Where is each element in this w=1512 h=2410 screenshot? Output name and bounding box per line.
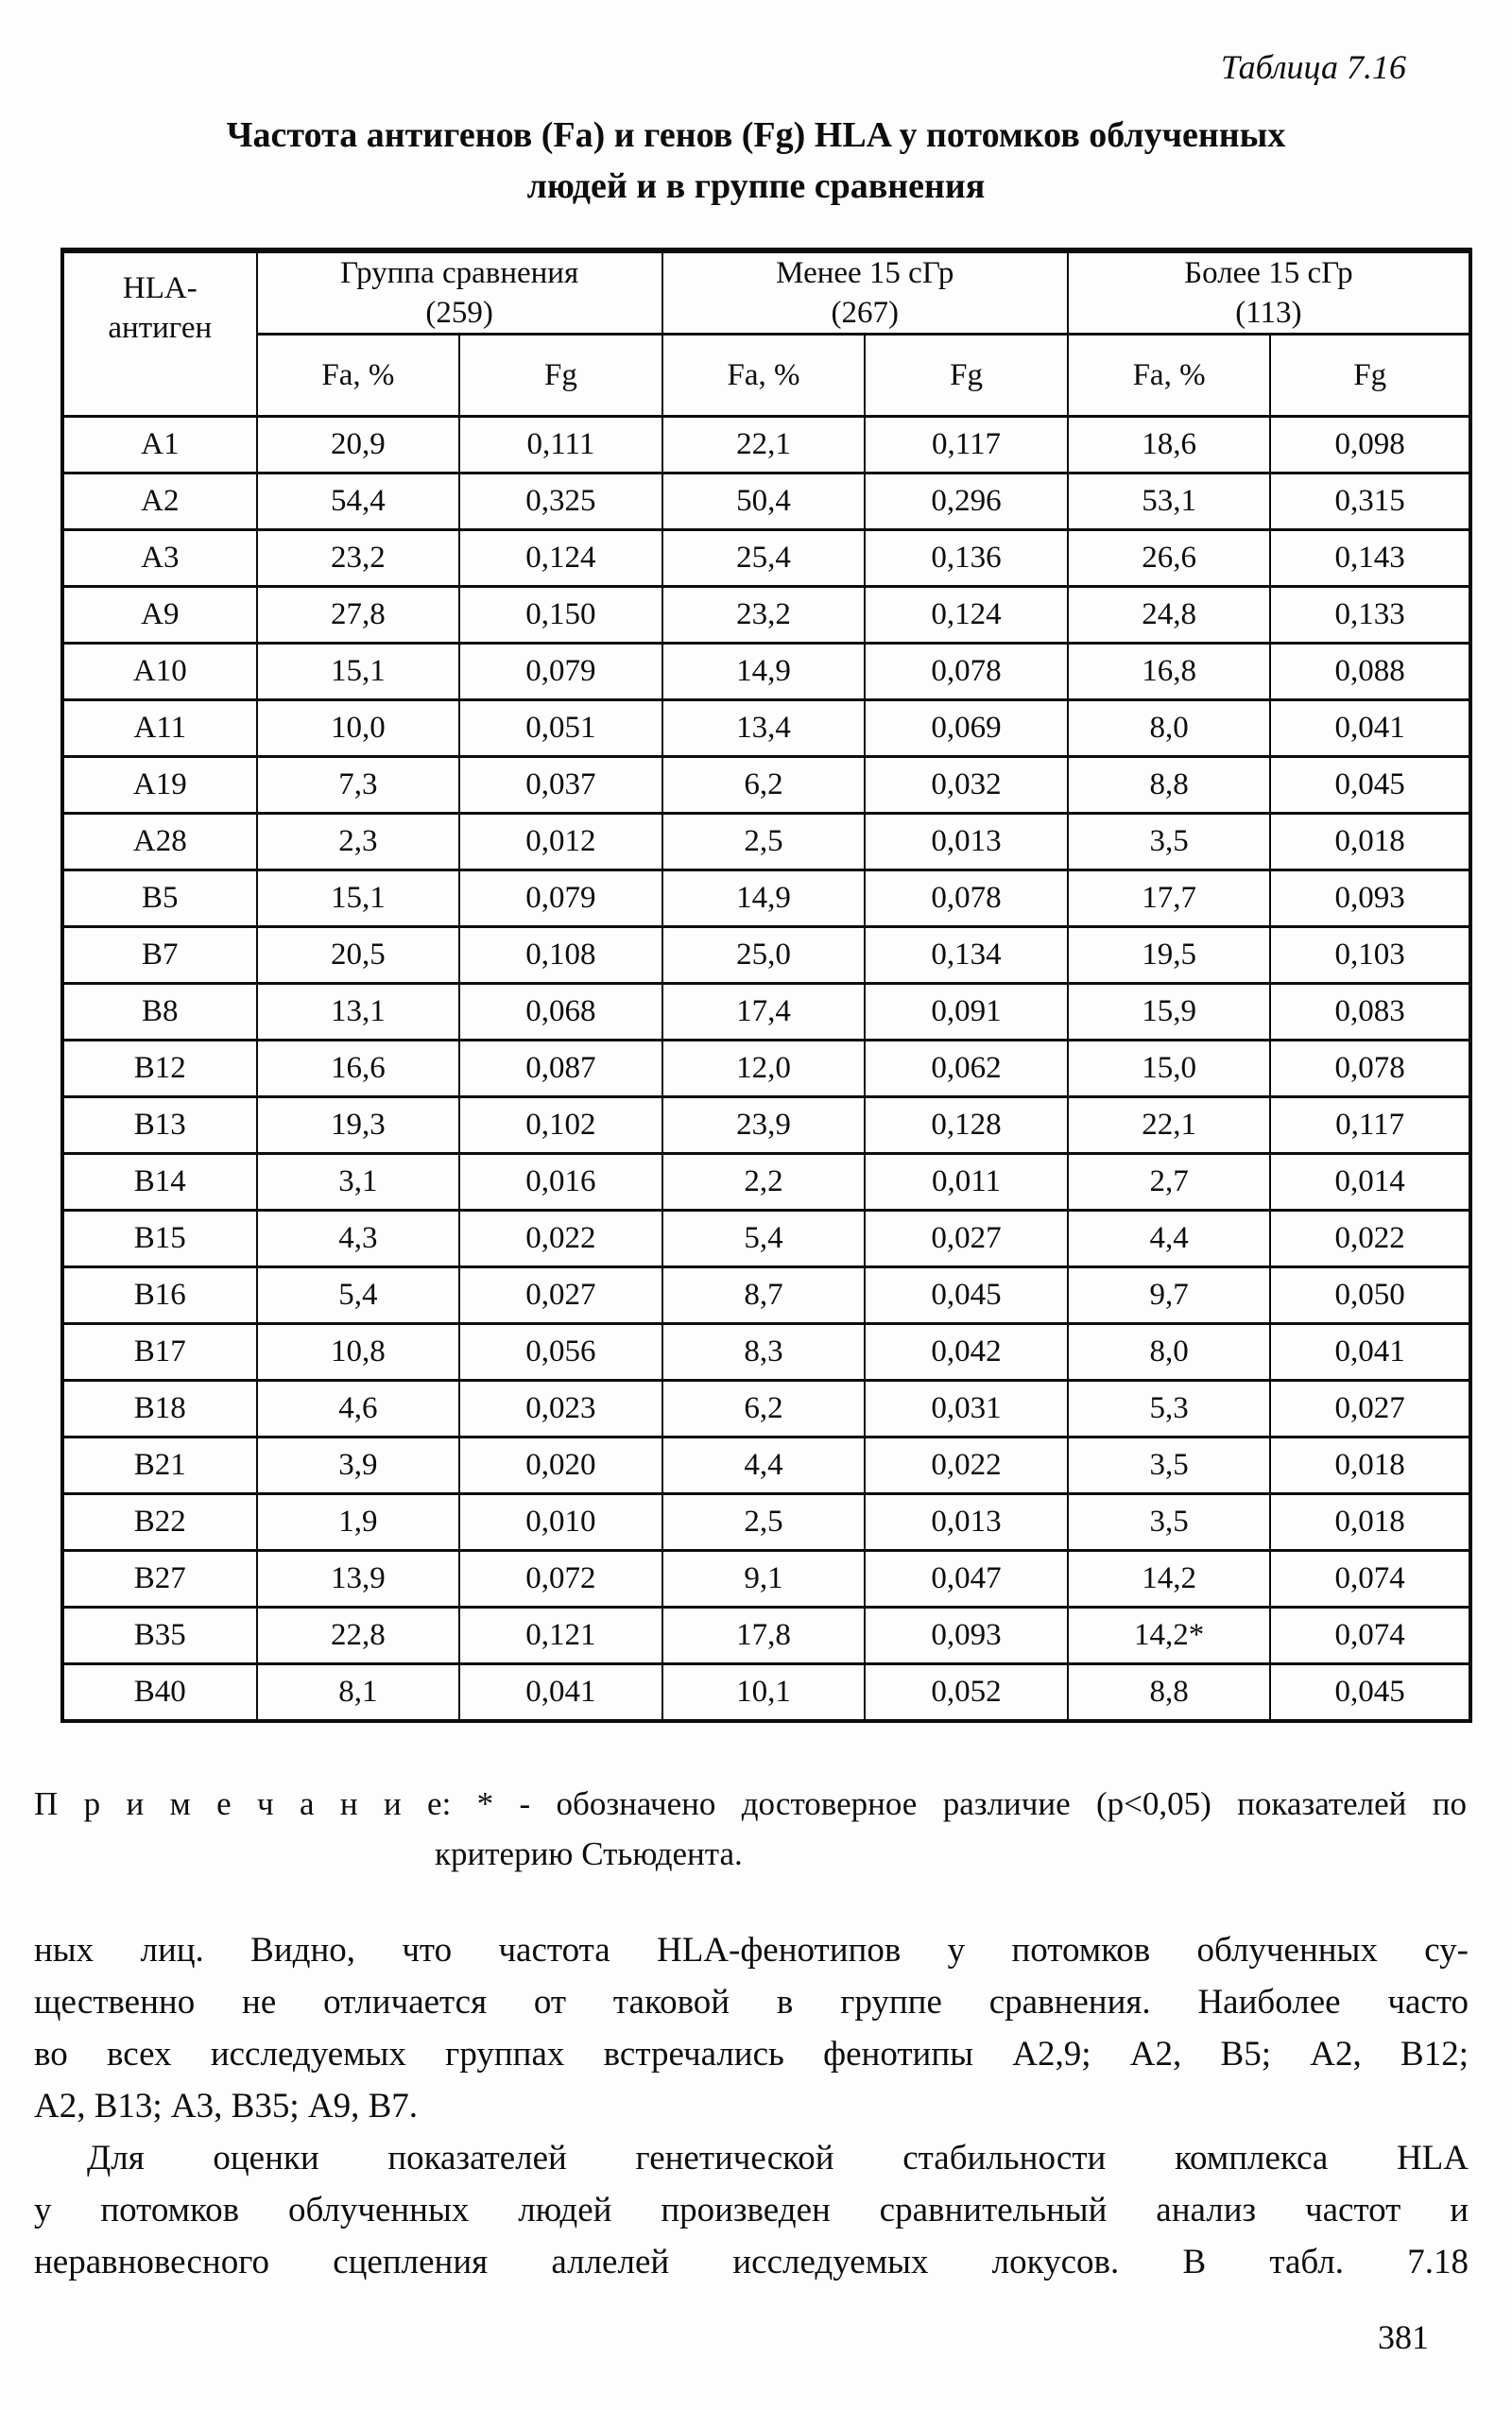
value-cell: 17,4: [662, 984, 866, 1041]
value-cell: 20,9: [257, 417, 460, 473]
value-cell: 0,013: [865, 814, 1068, 870]
value-cell: 7,3: [257, 757, 460, 814]
hla-frequency-table: [60, 248, 1472, 1723]
table-header-groups: [62, 250, 1470, 335]
value-cell: 0,041: [1270, 700, 1470, 757]
value-cell: 8,1: [257, 1664, 460, 1722]
value-cell: 0,088: [1270, 644, 1470, 700]
header-more-15: [1068, 250, 1470, 335]
header-fg-3: Fg: [1270, 335, 1470, 417]
value-cell: 0,117: [865, 417, 1068, 473]
value-cell: 2,2: [662, 1154, 866, 1211]
value-cell: 0,134: [865, 927, 1068, 984]
table-row: [62, 1154, 1470, 1211]
value-cell: 0,027: [865, 1211, 1068, 1267]
value-cell: 2,7: [1068, 1154, 1271, 1211]
value-cell: 0,315: [1270, 473, 1470, 530]
header-more-15-count: (113): [1235, 296, 1302, 330]
value-cell: 12,0: [662, 1041, 866, 1097]
value-cell: 6,2: [662, 1381, 866, 1437]
value-cell: 2,3: [257, 814, 460, 870]
value-cell: 0,022: [865, 1437, 1068, 1494]
header-hla-line2: антиген: [108, 311, 213, 345]
table-row: [62, 1551, 1470, 1608]
value-cell: 0,010: [459, 1494, 662, 1551]
value-cell: 5,4: [257, 1267, 460, 1324]
value-cell: 8,0: [1068, 1324, 1271, 1381]
value-cell: 1,9: [257, 1494, 460, 1551]
value-cell: 14,9: [662, 870, 866, 927]
value-cell: 0,032: [865, 757, 1068, 814]
antigen-cell: B16: [62, 1267, 257, 1324]
text-line: А2, В13; А3, В35; А9, В7.: [34, 2087, 419, 2126]
value-cell: 0,068: [459, 984, 662, 1041]
antigen-cell: A28: [62, 814, 257, 870]
value-cell: 13,1: [257, 984, 460, 1041]
value-cell: 54,4: [257, 473, 460, 530]
value-cell: 2,5: [662, 1494, 866, 1551]
value-cell: 0,056: [459, 1324, 662, 1381]
value-cell: 0,011: [865, 1154, 1068, 1211]
value-cell: 0,108: [459, 927, 662, 984]
value-cell: 13,9: [257, 1551, 460, 1608]
value-cell: 0,136: [865, 530, 1068, 587]
antigen-cell: A2: [62, 473, 257, 530]
value-cell: 0,027: [1270, 1381, 1470, 1437]
paragraph-1: [34, 1924, 1469, 2132]
header-less-15-label: Менее 15 сГр: [776, 256, 954, 290]
value-cell: 19,3: [257, 1097, 460, 1154]
table-row: [62, 587, 1470, 644]
table-row: [62, 417, 1470, 473]
table-row: [62, 1664, 1470, 1722]
table-row: [62, 530, 1470, 587]
value-cell: 0,296: [865, 473, 1068, 530]
value-cell: 0,072: [459, 1551, 662, 1608]
value-cell: 0,150: [459, 587, 662, 644]
value-cell: 0,052: [865, 1664, 1068, 1722]
value-cell: 0,128: [865, 1097, 1068, 1154]
antigen-cell: B5: [62, 870, 257, 927]
value-cell: 8,3: [662, 1324, 866, 1381]
table-row: [62, 757, 1470, 814]
value-cell: 4,4: [1068, 1211, 1271, 1267]
antigen-cell: B8: [62, 984, 257, 1041]
value-cell: 26,6: [1068, 530, 1271, 587]
value-cell: 10,0: [257, 700, 460, 757]
value-cell: 3,5: [1068, 1437, 1271, 1494]
value-cell: 5,4: [662, 1211, 866, 1267]
body-text: [34, 1924, 1469, 2288]
table-title-line2: людей и в группе сравнения: [526, 166, 986, 206]
header-fa-1: Fa, %: [257, 335, 460, 417]
antigen-cell: A9: [62, 587, 257, 644]
value-cell: 8,8: [1068, 1664, 1271, 1722]
value-cell: 8,7: [662, 1267, 866, 1324]
value-cell: 4,4: [662, 1437, 866, 1494]
header-less-15: [662, 250, 1068, 335]
table-caption: Таблица 7.16: [1220, 48, 1406, 86]
text-line: ных лиц. Видно, что частота HLA-фенотипов у потомков облученных су-: [34, 1931, 1469, 1970]
value-cell: 0,016: [459, 1154, 662, 1211]
antigen-cell: B14: [62, 1154, 257, 1211]
value-cell: 23,9: [662, 1097, 866, 1154]
value-cell: 16,6: [257, 1041, 460, 1097]
value-cell: 16,8: [1068, 644, 1271, 700]
value-cell: 10,1: [662, 1664, 866, 1722]
value-cell: 23,2: [662, 587, 866, 644]
value-cell: 0,018: [1270, 1437, 1470, 1494]
value-cell: 0,079: [459, 644, 662, 700]
value-cell: 0,050: [1270, 1267, 1470, 1324]
value-cell: 22,1: [662, 417, 866, 473]
value-cell: 0,041: [1270, 1324, 1470, 1381]
table-row: [62, 927, 1470, 984]
value-cell: 0,078: [1270, 1041, 1470, 1097]
table-row: [62, 1324, 1470, 1381]
text-line: П р и м е ч а н и е: * - обозначено достоверное различие (p<0,05) показателей по: [34, 1785, 1467, 1822]
table-row: [62, 1097, 1470, 1154]
table-row: [62, 644, 1470, 700]
header-fg-2: Fg: [865, 335, 1068, 417]
value-cell: 0,091: [865, 984, 1068, 1041]
value-cell: 2,5: [662, 814, 866, 870]
value-cell: 27,8: [257, 587, 460, 644]
antigen-cell: A1: [62, 417, 257, 473]
value-cell: 0,045: [865, 1267, 1068, 1324]
header-comparison-group: [257, 250, 662, 335]
value-cell: 0,325: [459, 473, 662, 530]
value-cell: 14,2*: [1068, 1608, 1271, 1664]
antigen-cell: B22: [62, 1494, 257, 1551]
value-cell: 0,045: [1270, 1664, 1470, 1722]
header-comparison-count: (259): [425, 296, 493, 330]
antigen-cell: B15: [62, 1211, 257, 1267]
value-cell: 20,5: [257, 927, 460, 984]
value-cell: 0,083: [1270, 984, 1470, 1041]
value-cell: 0,062: [865, 1041, 1068, 1097]
value-cell: 15,0: [1068, 1041, 1271, 1097]
value-cell: 0,111: [459, 417, 662, 473]
value-cell: 14,9: [662, 644, 866, 700]
value-cell: 0,022: [1270, 1211, 1470, 1267]
table-row: [62, 870, 1470, 927]
table-row: [62, 1041, 1470, 1097]
value-cell: 23,2: [257, 530, 460, 587]
value-cell: 10,8: [257, 1324, 460, 1381]
text-line: щественно не отличается от таковой в группе сравнения. Наиболее часто: [34, 1983, 1469, 2022]
value-cell: 22,1: [1068, 1097, 1271, 1154]
table-row: [62, 984, 1470, 1041]
value-cell: 14,2: [1068, 1551, 1271, 1608]
header-less-15-count: (267): [831, 296, 899, 330]
value-cell: 0,041: [459, 1664, 662, 1722]
text-line: неравновесного сцепления аллелей исследуемых локусов. В табл. 7.18: [34, 2243, 1469, 2281]
value-cell: 15,1: [257, 870, 460, 927]
value-cell: 0,031: [865, 1381, 1068, 1437]
value-cell: 0,069: [865, 700, 1068, 757]
value-cell: 0,117: [1270, 1097, 1470, 1154]
value-cell: 0,124: [459, 530, 662, 587]
value-cell: 18,6: [1068, 417, 1271, 473]
table-row: [62, 814, 1470, 870]
value-cell: 0,051: [459, 700, 662, 757]
table-title: [0, 110, 1512, 212]
antigen-cell: A3: [62, 530, 257, 587]
value-cell: 0,143: [1270, 530, 1470, 587]
value-cell: 19,5: [1068, 927, 1271, 984]
value-cell: 0,124: [865, 587, 1068, 644]
table-header-measures: [62, 335, 1470, 417]
footnote: [34, 1779, 1467, 1879]
value-cell: 0,074: [1270, 1608, 1470, 1664]
value-cell: 0,020: [459, 1437, 662, 1494]
header-comparison-label: Группа сравнения: [340, 256, 579, 290]
value-cell: 0,098: [1270, 417, 1470, 473]
antigen-cell: B18: [62, 1381, 257, 1437]
page-number: 381: [1378, 2318, 1429, 2356]
value-cell: 0,078: [865, 644, 1068, 700]
table-body: [62, 417, 1470, 1722]
value-cell: 4,3: [257, 1211, 460, 1267]
value-cell: 3,9: [257, 1437, 460, 1494]
value-cell: 50,4: [662, 473, 866, 530]
table-title-line1: Частота антигенов (Fa) и генов (Fg) HLA у потомков облученных: [226, 115, 1286, 155]
text-line: Для оценки показателей генетической стабильности комплекса HLA: [87, 2139, 1469, 2178]
value-cell: 9,1: [662, 1551, 866, 1608]
value-cell: 0,042: [865, 1324, 1068, 1381]
value-cell: 15,9: [1068, 984, 1271, 1041]
value-cell: 0,078: [865, 870, 1068, 927]
header-hla-line1: HLA-: [122, 271, 198, 305]
table-row: [62, 1267, 1470, 1324]
antigen-cell: B21: [62, 1437, 257, 1494]
text-line: у потомков облученных людей произведен сравнительный анализ частот и: [34, 2191, 1469, 2229]
value-cell: 9,7: [1068, 1267, 1271, 1324]
table-row: [62, 1608, 1470, 1664]
value-cell: 0,121: [459, 1608, 662, 1664]
text-line: критерию Стьюдента.: [435, 1835, 743, 1872]
table-row: [62, 473, 1470, 530]
antigen-cell: B40: [62, 1664, 257, 1722]
value-cell: 0,045: [1270, 757, 1470, 814]
header-hla-antigen: [62, 250, 257, 417]
value-cell: 8,0: [1068, 700, 1271, 757]
value-cell: 0,102: [459, 1097, 662, 1154]
table-row: [62, 700, 1470, 757]
value-cell: 15,1: [257, 644, 460, 700]
antigen-cell: B13: [62, 1097, 257, 1154]
value-cell: 25,0: [662, 927, 866, 984]
value-cell: 0,079: [459, 870, 662, 927]
value-cell: 24,8: [1068, 587, 1271, 644]
header-fa-2: Fa, %: [662, 335, 866, 417]
table-row: [62, 1381, 1470, 1437]
antigen-cell: B35: [62, 1608, 257, 1664]
value-cell: 0,103: [1270, 927, 1470, 984]
antigen-cell: B12: [62, 1041, 257, 1097]
antigen-cell: B7: [62, 927, 257, 984]
table-row: [62, 1494, 1470, 1551]
antigen-cell: B27: [62, 1551, 257, 1608]
value-cell: 0,093: [865, 1608, 1068, 1664]
value-cell: 0,018: [1270, 1494, 1470, 1551]
value-cell: 3,5: [1068, 814, 1271, 870]
value-cell: 0,093: [1270, 870, 1470, 927]
value-cell: 17,7: [1068, 870, 1271, 927]
table-row: [62, 1211, 1470, 1267]
value-cell: 13,4: [662, 700, 866, 757]
value-cell: 0,027: [459, 1267, 662, 1324]
value-cell: 0,012: [459, 814, 662, 870]
value-cell: 0,133: [1270, 587, 1470, 644]
value-cell: 0,087: [459, 1041, 662, 1097]
value-cell: 5,3: [1068, 1381, 1271, 1437]
value-cell: 0,013: [865, 1494, 1068, 1551]
value-cell: 8,8: [1068, 757, 1271, 814]
value-cell: 0,018: [1270, 814, 1470, 870]
value-cell: 0,037: [459, 757, 662, 814]
value-cell: 0,074: [1270, 1551, 1470, 1608]
text-line: во всех исследуемых группах встречались фенотипы А2,9; А2, В5; А2, В12;: [34, 2035, 1469, 2074]
antigen-cell: A19: [62, 757, 257, 814]
value-cell: 0,014: [1270, 1154, 1470, 1211]
value-cell: 3,1: [257, 1154, 460, 1211]
header-fa-3: Fa, %: [1068, 335, 1271, 417]
header-more-15-label: Более 15 сГр: [1184, 256, 1353, 290]
antigen-cell: A11: [62, 700, 257, 757]
antigen-cell: A10: [62, 644, 257, 700]
paragraph-2: [34, 2132, 1469, 2288]
value-cell: 6,2: [662, 757, 866, 814]
value-cell: 4,6: [257, 1381, 460, 1437]
value-cell: 0,047: [865, 1551, 1068, 1608]
value-cell: 0,022: [459, 1211, 662, 1267]
antigen-cell: B17: [62, 1324, 257, 1381]
value-cell: 22,8: [257, 1608, 460, 1664]
value-cell: 3,5: [1068, 1494, 1271, 1551]
value-cell: 17,8: [662, 1608, 866, 1664]
value-cell: 53,1: [1068, 473, 1271, 530]
table-row: [62, 1437, 1470, 1494]
header-fg-1: Fg: [459, 335, 662, 417]
value-cell: 0,023: [459, 1381, 662, 1437]
value-cell: 25,4: [662, 530, 866, 587]
